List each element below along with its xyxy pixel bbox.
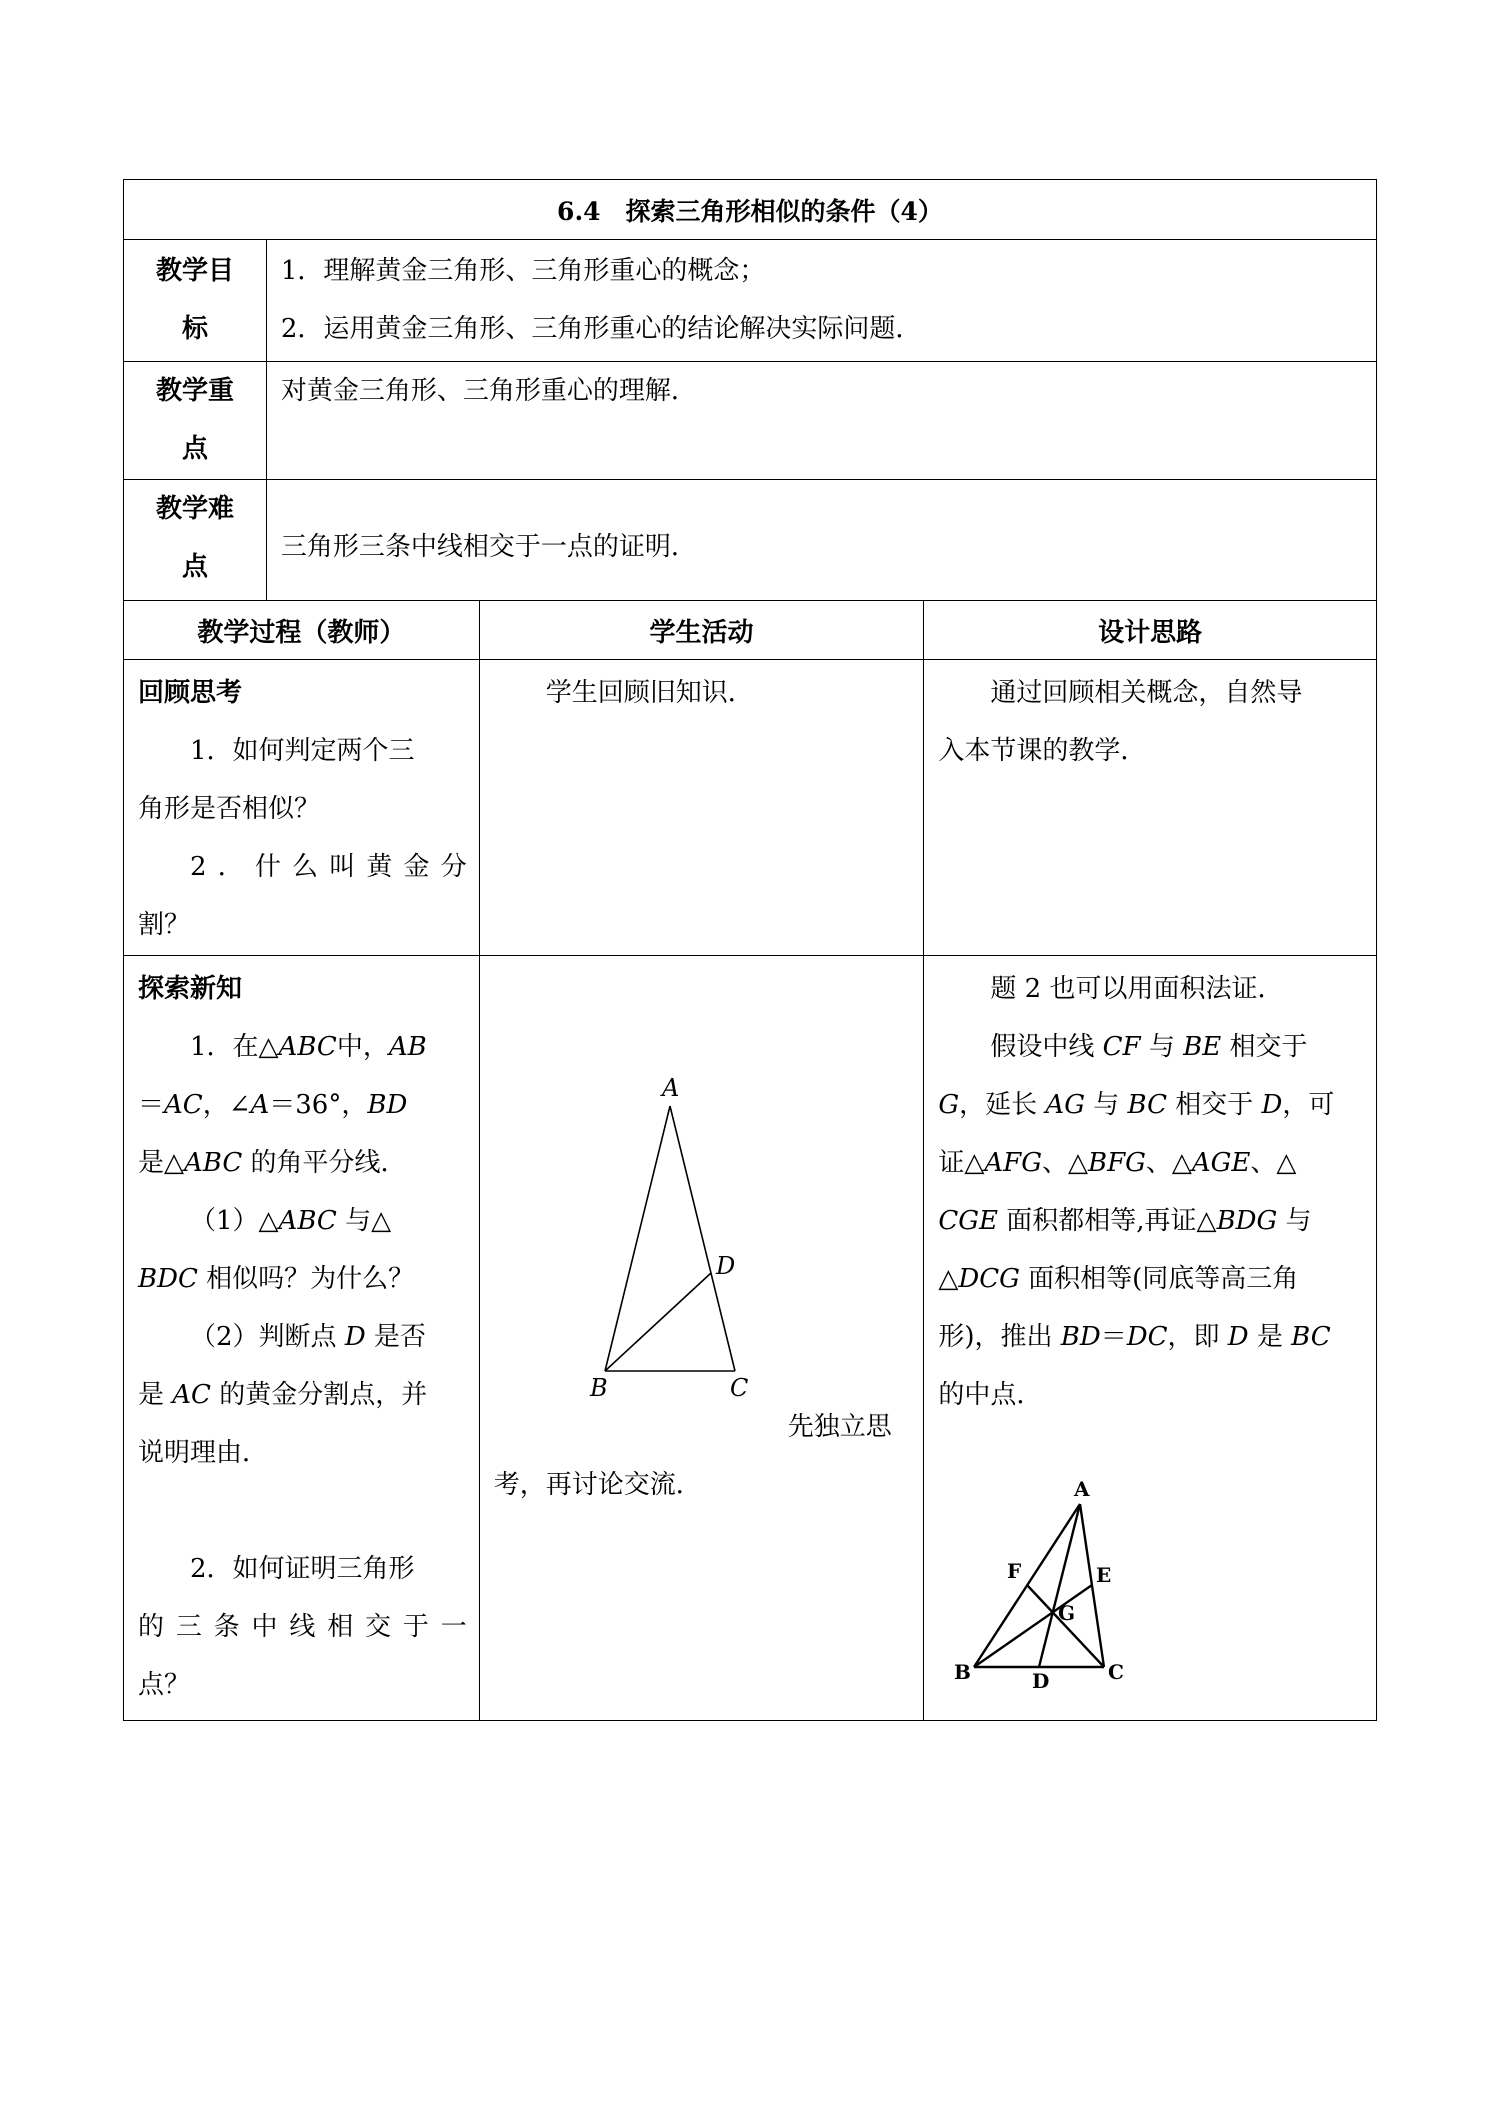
design-line1: 题 2 也可以用面积法证．	[990, 974, 1284, 1004]
label-b: B	[589, 1374, 608, 1402]
label-a: A	[661, 1076, 680, 1102]
difficulties-label	[124, 480, 267, 601]
t: 的角平分线．	[242, 1148, 407, 1178]
objectives-label-line2: 标	[181, 314, 208, 344]
explore-p1-line3	[138, 1134, 467, 1192]
t: 与	[1277, 1206, 1312, 1236]
t: ，延长	[959, 1090, 1046, 1120]
t: ABC	[278, 1206, 337, 1236]
difficulties-content	[267, 480, 1377, 601]
median-triangle-figure	[944, 1474, 1174, 1714]
t: BC	[1127, 1090, 1167, 1120]
key-points-text: 对黄金三角形、三角形重心的理解．	[280, 376, 697, 406]
t: 相交于	[1221, 1032, 1308, 1062]
label-e: E	[1096, 1563, 1112, 1587]
explore-row	[123, 956, 1377, 1721]
label-c: C	[729, 1374, 749, 1402]
t: ，∠	[202, 1090, 251, 1120]
lesson-plan-table	[123, 179, 1377, 1721]
design-line4	[938, 1134, 1364, 1192]
explore-p1-line2	[138, 1076, 467, 1134]
review-design-cell	[924, 660, 1377, 956]
t: 与	[1140, 1032, 1184, 1062]
t: 假设中线	[990, 1032, 1103, 1062]
t: AB	[388, 1032, 427, 1062]
page-title: 6.4 探索三角形相似的条件（4）	[124, 180, 1377, 240]
label-a: A	[1074, 1477, 1090, 1501]
t: BD	[1060, 1322, 1101, 1352]
design-line8: 的中点．	[938, 1380, 1043, 1410]
label-f: F	[1007, 1559, 1022, 1583]
t: 是否	[365, 1322, 426, 1352]
key-points-row	[123, 362, 1377, 480]
explore-s2-line1	[138, 1308, 467, 1366]
explore-s1-line2	[138, 1250, 467, 1308]
review-q2-line2: 割？	[138, 910, 191, 940]
t: 、△	[1250, 1148, 1297, 1178]
t: BC	[1291, 1322, 1331, 1352]
review-student-text: 学生回顾旧知识．	[545, 678, 754, 708]
objectives-label-line1: 教学目	[155, 256, 234, 286]
objective-item-1: 1．理解黄金三角形、三角形重心的概念；	[280, 256, 766, 286]
explore-student-cell	[480, 956, 925, 1721]
t: DC	[1126, 1322, 1168, 1352]
median-be	[974, 1585, 1092, 1667]
t: （1）△	[190, 1206, 279, 1236]
explore-s1-line1	[138, 1192, 467, 1250]
t: 面积都相等,再证△	[998, 1206, 1217, 1236]
spacer	[138, 1482, 467, 1540]
header-student: 学生活动	[480, 601, 925, 660]
t: （2）判断点	[190, 1322, 345, 1352]
explore-p2-line3: 点？	[138, 1670, 191, 1700]
t: AC	[172, 1380, 211, 1410]
review-design-line2: 入本节课的教学．	[938, 736, 1147, 766]
t: 是	[1248, 1322, 1292, 1352]
key-points-content	[267, 362, 1377, 480]
t: BD	[367, 1090, 408, 1120]
t: ，即	[1167, 1322, 1228, 1352]
t: 相似吗？为什么？	[197, 1264, 415, 1294]
t: 形)，推出	[938, 1322, 1061, 1352]
t: BFG	[1087, 1148, 1146, 1178]
t: AC	[164, 1090, 203, 1120]
t: G	[938, 1090, 960, 1120]
design-line5	[938, 1192, 1364, 1250]
key-points-label-line1: 教学重	[155, 376, 234, 406]
label-b: B	[954, 1660, 972, 1684]
t: D	[1227, 1322, 1249, 1352]
explore-s2-line3: 说明理由．	[138, 1438, 269, 1468]
objectives-row	[123, 240, 1377, 362]
bisector-bd	[605, 1273, 711, 1371]
objective-item-2: 2．运用黄金三角形、三角形重心的结论解决实际问题．	[280, 314, 922, 344]
explore-design-text	[924, 956, 1376, 1424]
t: 的黄金分割点，并	[210, 1380, 428, 1410]
t: ABC	[184, 1148, 243, 1178]
column-header-row	[123, 601, 1377, 660]
explore-p2-line2: 的三条中线相交于一	[138, 1612, 467, 1642]
explore-design-cell	[924, 956, 1377, 1721]
review-process-cell	[124, 660, 480, 956]
side-ac	[670, 1106, 735, 1371]
title-row	[123, 179, 1377, 240]
review-q1-line2: 角形是否相似？	[138, 794, 321, 824]
label-g: G	[1058, 1601, 1076, 1625]
t: 1．在△	[190, 1032, 279, 1062]
difficulties-row	[123, 480, 1377, 601]
t: ＝	[138, 1090, 165, 1120]
golden-triangle-figure	[520, 1076, 820, 1406]
t: ，可	[1282, 1090, 1335, 1120]
t: ＝	[1100, 1322, 1127, 1352]
label-c: C	[1108, 1660, 1125, 1684]
t: 证△	[938, 1148, 985, 1178]
explore-p1-line1	[138, 1018, 467, 1076]
difficulties-text: 三角形三条中线相交于一点的证明．	[280, 532, 697, 562]
median-ad	[1039, 1504, 1080, 1667]
explore-process-cell	[124, 956, 480, 1721]
design-line6	[938, 1250, 1364, 1308]
design-line3	[938, 1076, 1364, 1134]
objectives-content	[267, 240, 1377, 362]
key-points-label-line2: 点	[181, 434, 208, 464]
median-cf	[1027, 1585, 1104, 1667]
t: AG	[1045, 1090, 1085, 1120]
design-line7	[938, 1308, 1364, 1366]
side-ab	[605, 1106, 670, 1371]
t: △	[938, 1264, 959, 1294]
review-heading: 回顾思考	[138, 678, 243, 708]
t: 与	[1084, 1090, 1128, 1120]
t: 是△	[138, 1148, 184, 1178]
t: A	[250, 1090, 270, 1120]
t: AGE	[1191, 1148, 1251, 1178]
difficulties-label-line1: 教学难	[155, 494, 234, 524]
t: D	[1261, 1090, 1283, 1120]
t: 与△	[336, 1206, 392, 1236]
t: 相交于	[1166, 1090, 1262, 1120]
explore-student-line1: 先独立思	[787, 1412, 892, 1442]
t: 是	[138, 1380, 173, 1410]
label-d: D	[1032, 1669, 1050, 1693]
label-d: D	[715, 1252, 735, 1280]
t: 、△	[1145, 1148, 1192, 1178]
explore-p2-line1: 2．如何证明三角形	[190, 1554, 415, 1584]
t: AFG	[984, 1148, 1042, 1178]
t: ＝36°，	[269, 1090, 368, 1120]
explore-s2-line2	[138, 1366, 467, 1424]
review-q2-line1: 2．什么叫黄金分	[190, 852, 467, 882]
t: 、△	[1041, 1148, 1088, 1178]
explore-heading: 探索新知	[138, 974, 243, 1004]
t: 中，	[336, 1032, 389, 1062]
header-design: 设计思路	[924, 601, 1377, 660]
header-process: 教学过程（教师）	[124, 601, 480, 660]
t: BE	[1183, 1032, 1222, 1062]
review-student-cell	[480, 660, 925, 956]
t: CF	[1102, 1032, 1141, 1062]
t: DCG	[958, 1264, 1020, 1294]
t: BDC	[138, 1264, 198, 1294]
difficulties-label-line2: 点	[181, 552, 208, 582]
review-q1-line1: 1．如何判定两个三	[190, 736, 415, 766]
t: D	[344, 1322, 366, 1352]
key-points-label	[124, 362, 267, 480]
design-line2	[938, 1018, 1364, 1076]
t: BDG	[1216, 1206, 1278, 1236]
review-row	[123, 660, 1377, 956]
t: 面积相等(同底等高三角	[1019, 1264, 1299, 1294]
review-design-line1: 通过回顾相关概念，自然导	[990, 678, 1303, 708]
explore-student-line2: 考，再讨论交流．	[493, 1470, 702, 1500]
t: ABC	[278, 1032, 337, 1062]
objectives-label	[124, 240, 267, 362]
t: CGE	[938, 1206, 999, 1236]
